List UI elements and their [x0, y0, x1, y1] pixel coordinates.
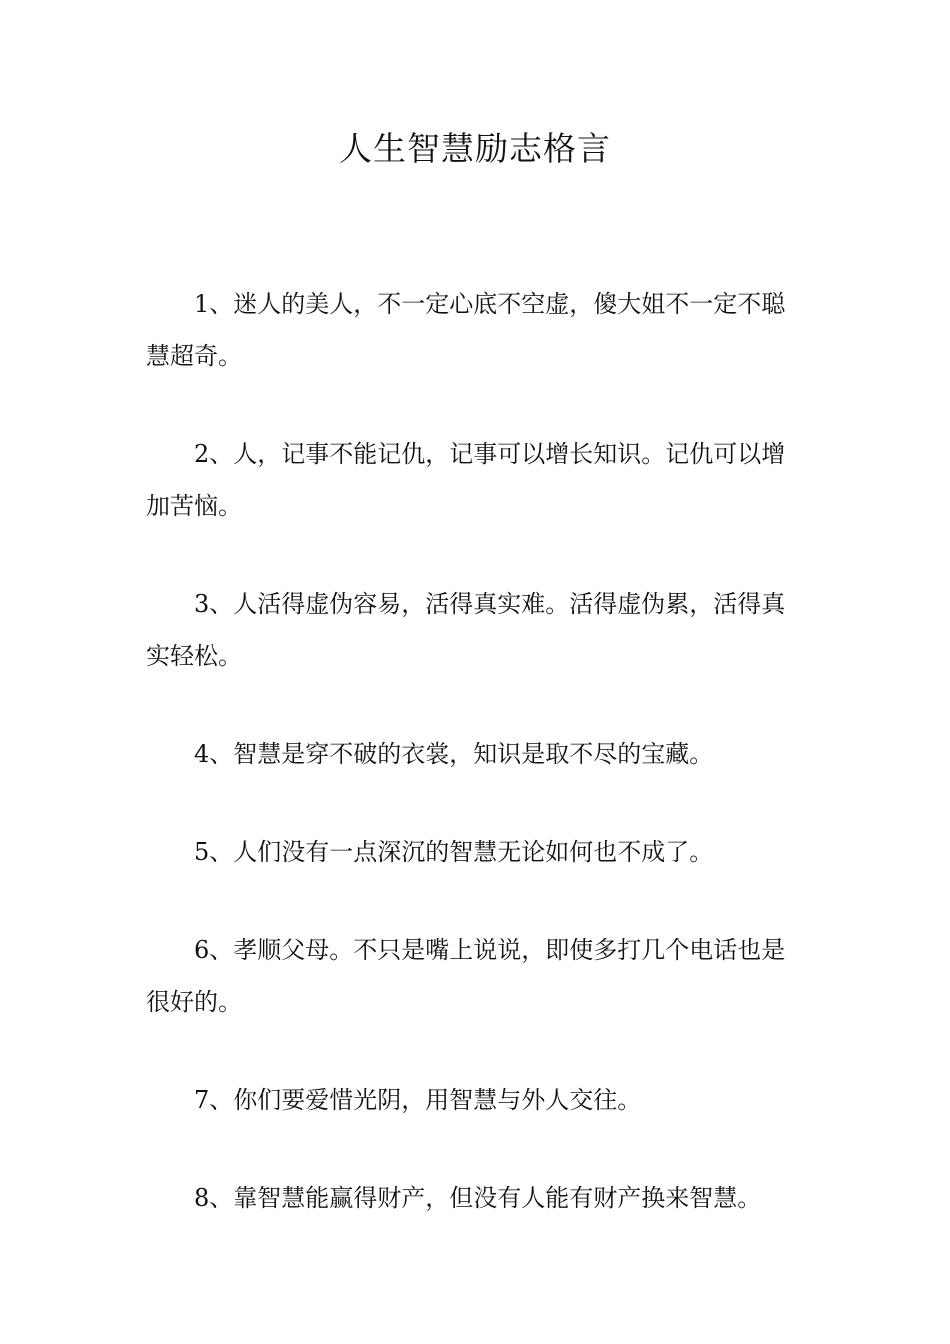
quote-paragraph-8: 8、靠智慧能赢得财产，但没有人能有财产换来智慧。 [194, 1184, 762, 1212]
quote-paragraph-5: 5、人们没有一点深沉的智慧无论如何也不成了。 [194, 838, 714, 866]
document-title: 人生智慧励志格言 [339, 129, 611, 168]
quote-paragraph-7: 7、你们要爱惜光阴，用智慧与外人交往。 [194, 1086, 642, 1114]
quote-paragraph-1: 1、迷人的美人，不一定心底不空虚，傻大姐不一定不聪慧超奇。 [146, 290, 786, 370]
quote-list [146, 278, 808, 1270]
quote-paragraph-6: 6、孝顺父母。不只是嘴上说说，即使多打几个电话也是很好的。 [146, 936, 786, 1016]
quote-paragraph-3: 3、人活得虚伪容易，活得真实难。活得虚伪累，活得真实轻松。 [146, 590, 786, 670]
quote-paragraph-2: 2、人，记事不能记仇，记事可以增长知识。记仇可以增加苦恼。 [146, 440, 786, 520]
quote-paragraph-4: 4、智慧是穿不破的衣裳，知识是取不尽的宝藏。 [194, 740, 714, 768]
